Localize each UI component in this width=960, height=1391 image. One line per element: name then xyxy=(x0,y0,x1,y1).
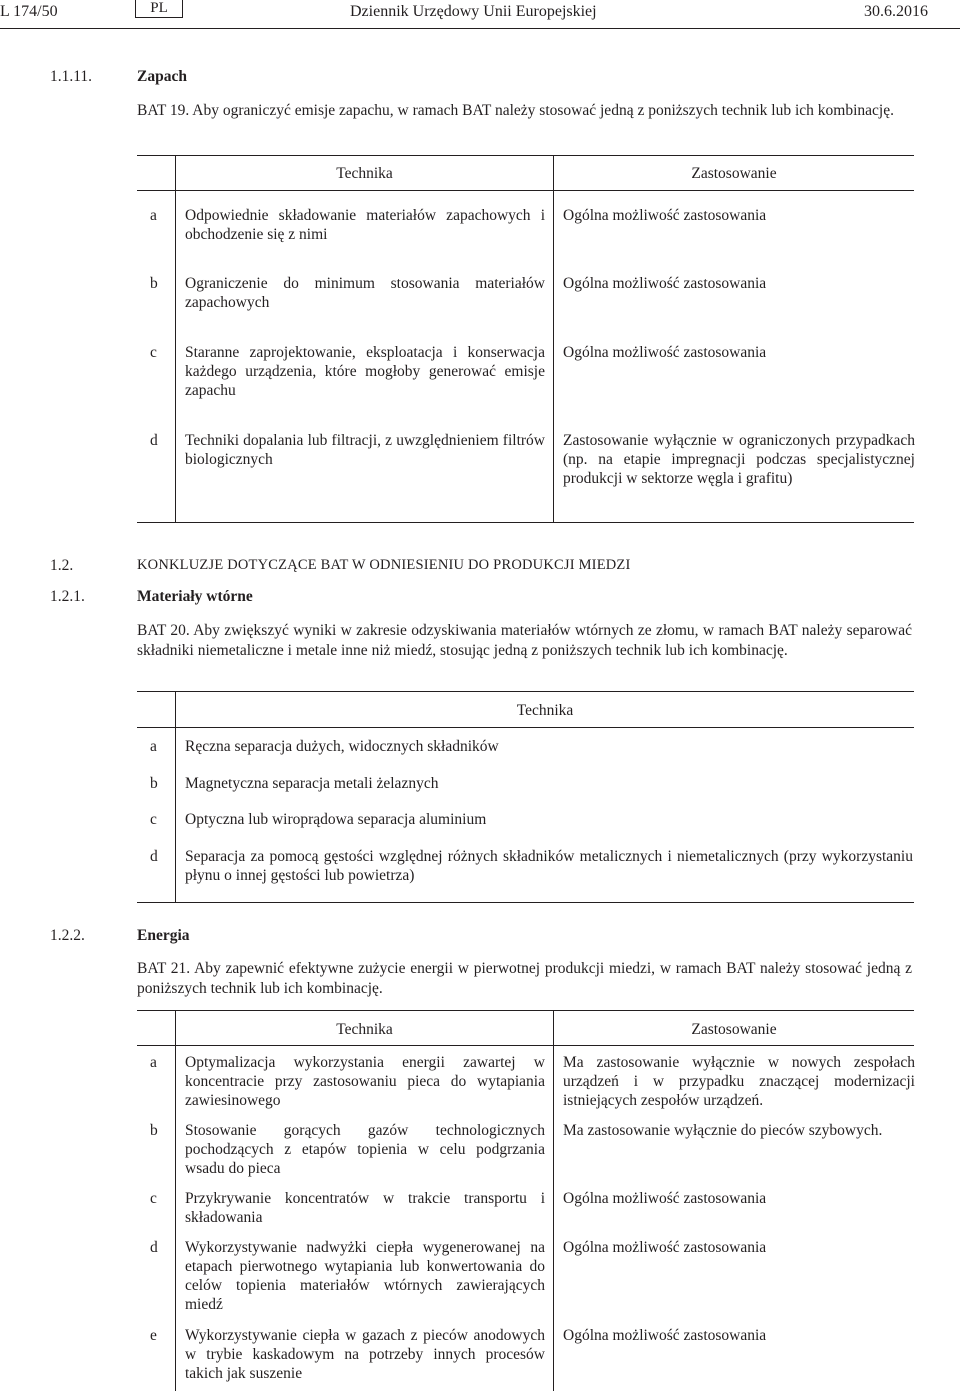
table-rule xyxy=(137,727,914,728)
journal-title: Dziennik Urzędowy Unii Europejskiej xyxy=(350,3,597,20)
section-number: 1.2.2. xyxy=(50,927,85,944)
row-id: c xyxy=(150,344,157,361)
applicability-text: Ogólna możliwość zastosowania xyxy=(563,207,767,224)
row-id: d xyxy=(150,1239,158,1256)
bat-20-text: BAT 20. Aby zwiększyć wyniki w zakresie odzyskiwania materiałów wtórnych ze złomu, w ramach BAT należy separować składniki niemetaliczne i metale inne niż miedź, stosując jedną z poniższych technik lub ich kombinację. xyxy=(137,622,912,659)
column-header-applicability: Zastosowanie xyxy=(691,165,777,182)
table-rule xyxy=(137,902,914,903)
publication-date: 30.6.2016 xyxy=(864,3,928,20)
row-id: d xyxy=(150,432,158,449)
bat-21-text: BAT 21. Aby zapewnić efektywne zużycie energii w pierwotnej produkcji miedzi, w ramach BAT należy stosować jedną z poniższych technik lub ich kombinację. xyxy=(137,960,912,997)
applicability-text: Ma zastosowanie wyłącznie w nowych zespołach urządzeń i w przypadku znaczącej modernizacji istniejących zespołów urządzeń. xyxy=(563,1054,915,1109)
technique-text: Techniki dopalania lub filtracji, z uwzględnieniem filtrów biologicznych xyxy=(185,432,545,468)
section-title: Materiały wtórne xyxy=(137,588,253,605)
section-number: 1.1.11. xyxy=(50,68,93,85)
applicability-text: Ogólna możliwość zastosowania xyxy=(563,1239,767,1256)
table-rule xyxy=(137,190,914,191)
row-id: a xyxy=(150,207,157,224)
row-id: d xyxy=(150,848,158,865)
column-header-technique: Technika xyxy=(336,1021,393,1038)
header-rule xyxy=(0,28,960,29)
column-header-technique: Technika xyxy=(516,702,574,719)
page-reference: L 174/50 xyxy=(0,3,58,20)
row-id: a xyxy=(150,1054,157,1071)
column-divider xyxy=(553,1010,554,1391)
row-id: c xyxy=(150,1190,157,1207)
row-id: a xyxy=(150,738,157,755)
table-rule xyxy=(137,1045,914,1046)
section-title: Zapach xyxy=(137,68,187,85)
technique-text: Optymalizacja wykorzystania energii zawartej w koncentracie przy zastosowaniu pieca do wytapiania zawiesinowego xyxy=(185,1054,545,1109)
table-rule xyxy=(137,691,914,692)
language-badge: PL xyxy=(135,0,183,18)
applicability-text: Zastosowanie wyłącznie w ograniczonych przypadkach (np. na etapie impregnacji podczas specjalistycznej produkcji w sektorze węgla i grafitu) xyxy=(563,432,915,487)
column-header-technique: Technika xyxy=(336,165,393,182)
applicability-text: Ma zastosowanie wyłącznie do pieców szybowych. xyxy=(563,1122,883,1139)
column-header-applicability: Zastosowanie xyxy=(691,1021,777,1038)
technique-text: Staranne zaprojektowanie, eksploatacja i konserwacja każdego urządzenia, które mogłoby generować emisje zapachu xyxy=(185,344,545,399)
table-rule xyxy=(137,155,914,156)
applicability-text: Ogólna możliwość zastosowania xyxy=(563,344,767,361)
technique-text: Wykorzystywanie ciepła w gazach z pieców anodowych w trybie kaskadowym na potrzeby innych procesów takich jak suszenie xyxy=(185,1327,545,1382)
technique-text: Separacja za pomocą gęstości względnej różnych składników metalicznych i niemetalicznych (przy wykorzystaniu płynu o innej gęstości lub powietrza) xyxy=(185,848,913,884)
technique-text: Przykrywanie koncentratów w trakcie transportu i składowania xyxy=(185,1190,545,1226)
row-id: e xyxy=(150,1327,157,1344)
technique-text: Ograniczenie do minimum stosowania materiałów zapachowych xyxy=(185,275,545,311)
applicability-text: Ogólna możliwość zastosowania xyxy=(563,1190,767,1207)
technique-text: Stosowanie gorących gazów technologicznych pochodzących z etapów topienia w celu podgrzania wsadu do pieca xyxy=(185,1122,545,1177)
technique-text: Wykorzystywanie nadwyżki ciepła wygenerowanej na etapach pierwotnego wytapiania lub konwertowania do celów topienia materiałów wtórnych zawierających miedź xyxy=(185,1239,545,1313)
row-id: b xyxy=(150,275,158,292)
table-rule xyxy=(137,522,914,523)
section-title: Energia xyxy=(137,927,190,944)
section-number: 1.2.1. xyxy=(50,588,85,605)
column-divider xyxy=(175,691,176,903)
column-divider xyxy=(175,1010,176,1391)
column-divider xyxy=(175,155,176,523)
section-title: KONKLUZJE DOTYCZĄCE BAT W ODNIESIENIU DO PRODUKCJI MIEDZI xyxy=(137,557,631,573)
technique-text: Optyczna lub wiroprądowa separacja aluminium xyxy=(185,811,487,828)
applicability-text: Ogólna możliwość zastosowania xyxy=(563,1327,767,1344)
bat-19-text: BAT 19. Aby ograniczyć emisje zapachu, w ramach BAT należy stosować jedną z poniższych technik lub ich kombinację. xyxy=(137,102,894,119)
technique-text: Magnetyczna separacja metali żelaznych xyxy=(185,775,439,792)
section-number: 1.2. xyxy=(50,557,74,574)
row-id: b xyxy=(150,1122,158,1139)
technique-text: Odpowiednie składowanie materiałów zapachowych i obchodzenie się z nimi xyxy=(185,207,545,243)
row-id: b xyxy=(150,775,158,792)
technique-text: Ręczna separacja dużych, widocznych składników xyxy=(185,738,499,755)
row-id: c xyxy=(150,811,157,828)
column-divider xyxy=(553,155,554,523)
table-rule xyxy=(137,1010,914,1011)
applicability-text: Ogólna możliwość zastosowania xyxy=(563,275,767,292)
